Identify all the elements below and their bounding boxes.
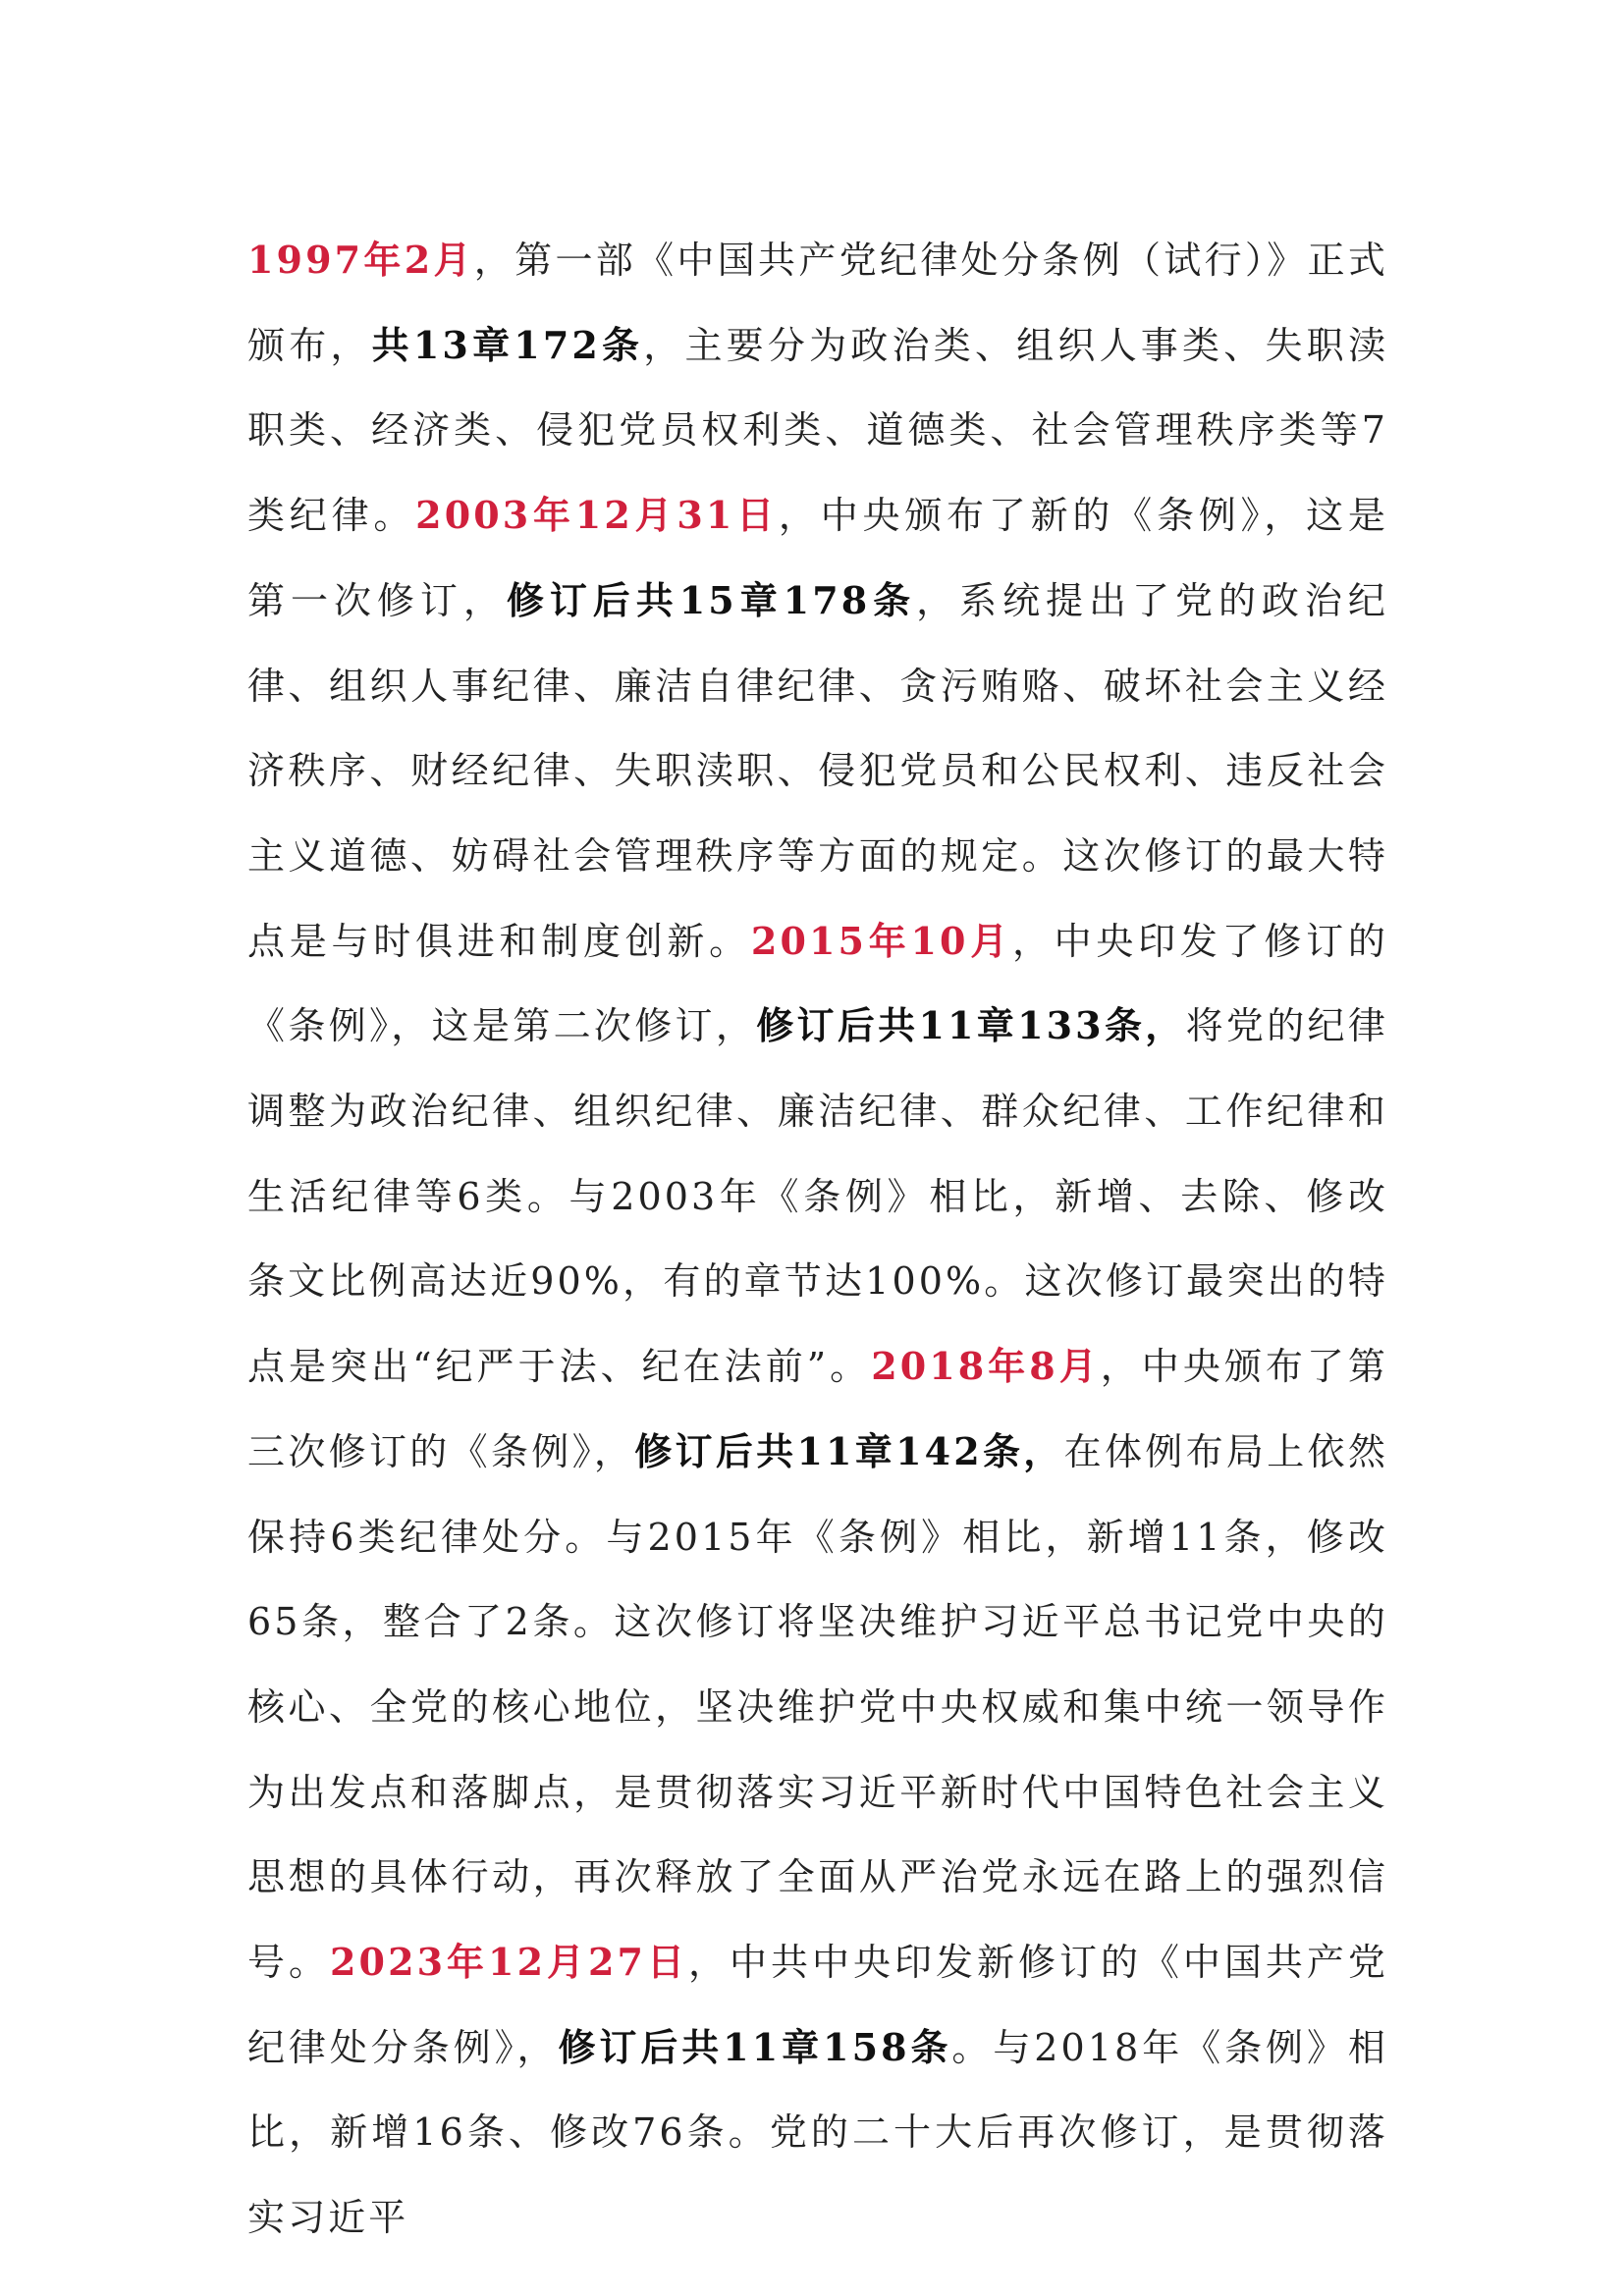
text-segment: ，中央颁布了第三次修订的《条例》， — [247, 1345, 1389, 1473]
text-segment: ，中央颁布了新的《条例》，这是第一次修订， — [247, 494, 1389, 622]
bold-chapter-count-2015: 修订后共11章133条， — [756, 1003, 1186, 1048]
date-2018: 2018年8月 — [871, 1344, 1101, 1389]
text-segment: 在体例布局上依然保持6类纪律处分。与2015年《条例》相比，新增11条，修改65条，整合了2条。这次修订将坚决维护习近平总书记党中央的核心、全党的核心地位，坚决维护党中央权威和集中统一领导作为出发点和落脚点，是贯彻落实习近平新时代中国特色社会主义思想的具体行动，再次释放了全面从严治党永远在路上的强烈信号。 — [247, 1429, 1388, 1985]
bold-chapter-count-2003: 修订后共15章178条 — [506, 577, 917, 622]
date-2015: 2015年10月 — [750, 918, 1012, 963]
bold-chapter-count-2018: 修订后共11章142条， — [634, 1428, 1064, 1473]
text-segment: 。与2018年《条例》相比，新增16条、修改76条。党的二十大后再次修订，是贯彻落实习近平 — [247, 2025, 1388, 2240]
text-segment: ，第一部《中国共产党纪律处分条例（试行）》正式颁布， — [247, 239, 1388, 367]
text-segment: ，系统提出了党的政治纪律、组织人事纪律、廉洁自律纪律、贪污贿赂、破坏社会主义经济秩序、财经纪律、失职渎职、侵犯党员和公民权利、违反社会主义道德、妨碍社会管理秩序等方面的规定。这次修订的最大特点是与时俱进和制度创新。 — [247, 578, 1388, 963]
date-2003: 2003年12月31日 — [415, 493, 779, 538]
date-2023: 2023年12月27日 — [330, 1940, 688, 1985]
text-segment: ，中央印发了修订的《条例》，这是第二次修订， — [247, 919, 1388, 1048]
text-segment: ，中共中央印发新修订的《中国共产党纪律处分条例》， — [247, 1941, 1389, 2069]
regulation-history-paragraph — [247, 218, 1388, 2261]
text-segment: ，主要分为政治类、组织人事类、失职渎职类、经济类、侵犯党员权利类、道德类、社会管理秩序类等7类纪律。 — [247, 323, 1388, 538]
date-1997: 1997年2月 — [247, 238, 474, 282]
bold-chapter-count-2023: 修订后共11章158条 — [558, 2024, 952, 2069]
bold-chapter-count-1997: 共13章172条 — [371, 322, 644, 367]
text-segment: 将党的纪律调整为政治纪律、组织纪律、廉洁纪律、群众纪律、工作纪律和生活纪律等6类。与2003年《条例》相比，新增、去除、修改条文比例高达近90%，有的章节达100%。这次修订最突出的特点是突出“纪严于法、纪在法前”。 — [247, 1004, 1388, 1389]
